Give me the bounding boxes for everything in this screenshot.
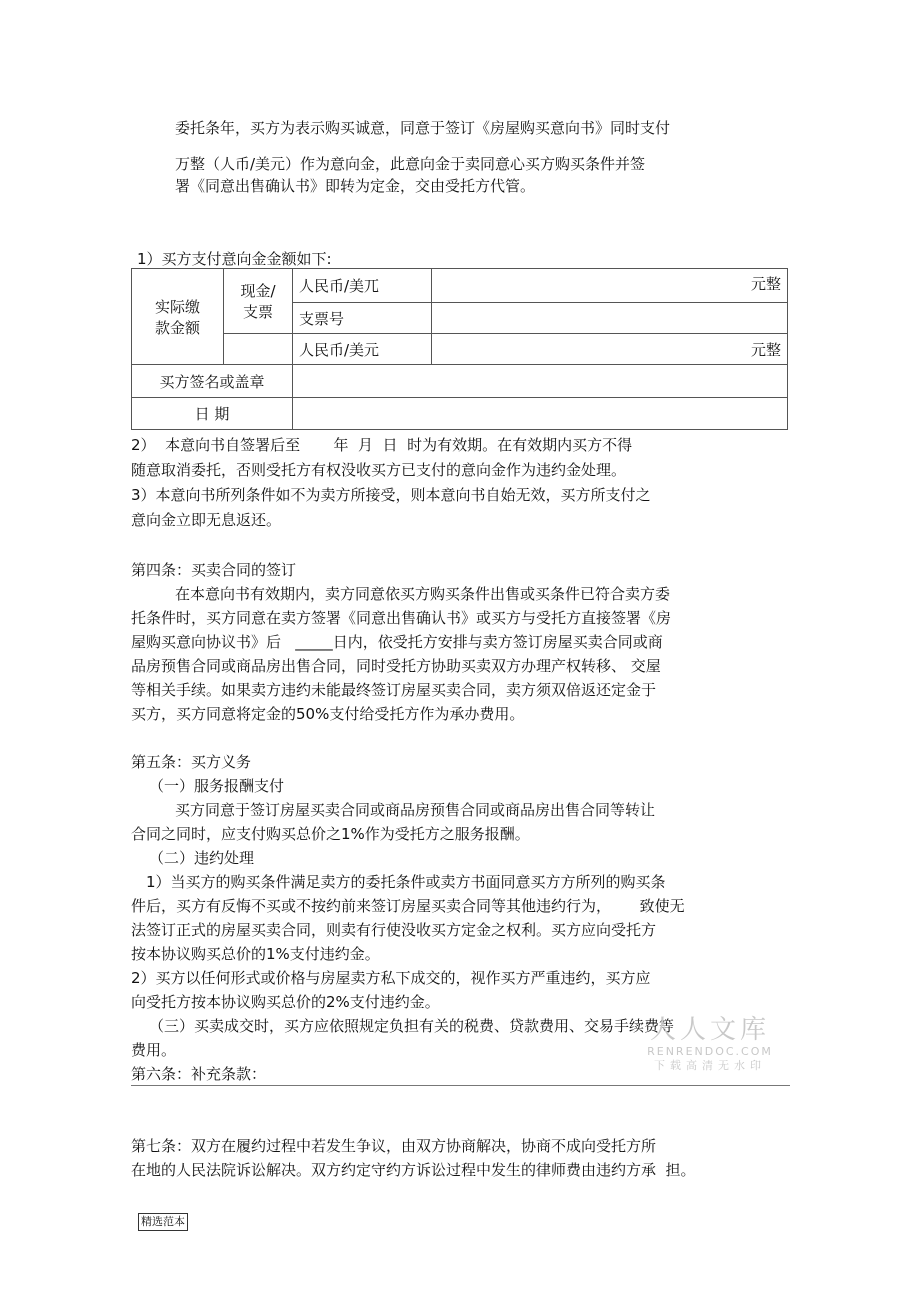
article-4-line: 屋购买意向协议书》后 _____日内，依受托方安排与卖方签订房屋买卖合同或商: [131, 633, 663, 651]
watermark-tagline: 下载高清无水印: [654, 1059, 766, 1072]
article-5-sub2-line: 1）当买方的购买条件满足卖方的委托条件或卖方书面同意买方方所列的购买条: [146, 873, 666, 891]
amount-cell-2: 元整: [432, 334, 788, 365]
watermark: [640, 1015, 780, 1073]
clause-2-line-1: 2） 本意向书自签署后至 年 月 日 时为有效期。在有效期内买方不得: [131, 436, 633, 454]
blank-cell: [224, 334, 293, 365]
intro-line-2: 万整（人币/美元）作为意向金，此意向金于卖同意心买方购买条件并签: [175, 155, 646, 173]
article-5-sub2-line: 2）买方以任何形式或价格与房屋卖方私下成交的，视作买方严重违约，买方应: [131, 969, 651, 987]
deposit-table: [131, 268, 788, 430]
article-6-rule: [131, 1085, 790, 1086]
article-6-title: 第六条：补充条款：: [131, 1065, 267, 1083]
footer-label: 精选范本: [138, 1213, 188, 1231]
watermark-domain: RENRENDOC.COM: [647, 1045, 773, 1058]
article-5-sub2-line: 法签订正式的房屋买卖合同，则卖有行使没收买方定金之权利。买方应向受托方: [131, 921, 657, 939]
article-4-title: 第四条：买卖合同的签订: [131, 561, 297, 579]
article-7-line: 第七条：双方在履约过程中若发生争议，由双方协商解决，协商不成向受托方所: [131, 1137, 657, 1155]
article-5-sub1: （一）服务报酬支付: [149, 777, 285, 795]
article-5-sub3-line: 费用。: [131, 1041, 177, 1059]
intro-line-1: 委托条年，买方为表示购买诚意，同意于签订《房屋购买意向书》同时支付: [175, 119, 671, 137]
date-cell: [293, 398, 788, 430]
check-number-cell: [432, 303, 788, 334]
actual-amount-label: 实际缴 款金额: [132, 269, 224, 365]
article-5-title: 第五条：买方义务: [131, 753, 252, 771]
currency-label-2: 人民币/美元: [293, 334, 432, 365]
article-4-line: 等相关手续。如果卖方违约未能最终签订房屋买卖合同，卖方须双倍返还定金于: [131, 681, 657, 699]
article-5-sub1-line: 合同之同时，应支付购买总价之1%作为受托方之服务报酬。: [131, 825, 530, 843]
clause-2-line-2: 随意取消委托，否则受托方有权没收买方已支付的意向金作为违约金处理。: [131, 461, 627, 479]
article-5-sub1-line: 买方同意于签订房屋买卖合同或商品房预售合同或商品房出售合同等转让: [175, 801, 656, 819]
article-5-sub2-line: 按本协议购买总价的1%支付违约金。: [131, 945, 380, 963]
cash-check-label: 现金/ 支票: [224, 269, 293, 334]
buyer-sign-label: 买方签名或盖章: [132, 365, 293, 398]
article-4-line: 品房预售合同或商品房出售合同，同时受托方协助买卖双方办理产权转移、 交屋: [131, 657, 661, 675]
date-label: 日 期: [132, 398, 293, 430]
check-number-label: 支票号: [293, 303, 432, 334]
article-4-line: 在本意向书有效期内，卖方同意依买方购买条件出售或买条件已符合卖方委: [175, 585, 671, 603]
currency-label-1: 人民币/美兀: [293, 269, 432, 303]
article-5-sub3-line: （三）买卖成交时，买方应依照规定负担有关的税费、贷款费用、交易手续费等: [149, 1017, 675, 1035]
clause-3-line-2: 意向金立即无息返还。: [131, 511, 282, 529]
article-4-line: 托条件时，买方同意在卖方签署《同意出售确认书》或买方与受托方直接签署《房: [131, 609, 672, 627]
amount-cell-1: 元整: [432, 269, 788, 303]
intro-line-3: 署《同意出售确认书》即转为定金，交由受托方代管。: [175, 177, 536, 195]
article-7-line: 在地的人民法院诉讼解决。双方约定守约方诉讼过程中发生的律师费由违约方承 担。: [131, 1161, 696, 1179]
clause-3-line-1: 3）本意向书所列条件如不为卖方所接受，则本意向书自始无效，买方所支付之: [131, 486, 651, 504]
article-4-line: 买方，买方同意将定金的50%支付给受托方作为承办费用。: [131, 705, 525, 723]
watermark-title: 人人文库: [649, 1015, 770, 1045]
buyer-sign-cell: [293, 365, 788, 398]
article-5-sub2-line: 向受托方按本协议购买总价的2%支付违约金。: [131, 993, 440, 1011]
table-caption: 1）买方支付意向金金额如下:: [137, 250, 332, 268]
article-5-sub2-line: 件后，买方有反悔不买或不按约前来签订房屋买卖合同等其他违约行为， 致使无: [131, 897, 685, 915]
article-5-sub2: （二）违约处理: [149, 849, 255, 867]
